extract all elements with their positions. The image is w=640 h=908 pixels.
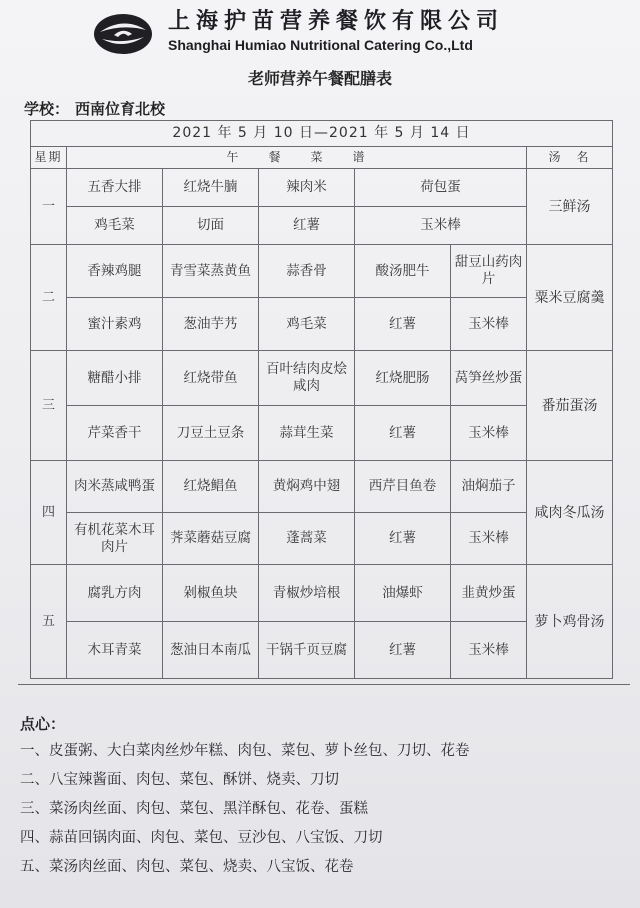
dish-cell: 葱油日本南瓜 — [163, 622, 259, 679]
menu-table — [30, 120, 613, 679]
table-row — [31, 207, 613, 245]
dish-cell: 玉米棒 — [451, 622, 527, 679]
soup-cell: 萝卜鸡骨汤 — [527, 565, 613, 679]
dish-cell: 红烧牛腩 — [163, 169, 259, 207]
school-name: 西南位育北校 — [75, 100, 166, 118]
table-row — [31, 513, 613, 565]
day-label: 三 — [31, 351, 67, 461]
dish-cell: 刀豆土豆条 — [163, 406, 259, 461]
dish-cell: 百叶结肉皮烩咸肉 — [259, 351, 355, 406]
dish-cell: 木耳青菜 — [67, 622, 163, 679]
day-label: 一 — [31, 169, 67, 245]
soup-cell: 咸肉冬瓜汤 — [527, 461, 613, 565]
dish-cell: 蒜香骨 — [259, 245, 355, 298]
school-line — [24, 98, 165, 119]
dish-cell: 酸汤肥牛 — [355, 245, 451, 298]
school-label: 学校： — [24, 100, 70, 118]
dish-cell: 蒜茸生菜 — [259, 406, 355, 461]
dish-cell: 红烧肥肠 — [355, 351, 451, 406]
dish-cell: 红薯 — [355, 298, 451, 351]
dish-cell: 玉米棒 — [451, 406, 527, 461]
header-soup: 汤 名 — [527, 147, 613, 169]
dish-cell: 鸡毛菜 — [259, 298, 355, 351]
snack-line: 三、菜汤肉丝面、肉包、菜包、黑洋酥包、花卷、蛋糕 — [20, 801, 368, 817]
table-row — [31, 351, 613, 406]
day-label: 五 — [31, 565, 67, 679]
dish-cell: 蓬蒿菜 — [259, 513, 355, 565]
dish-cell: 红薯 — [355, 406, 451, 461]
dish-cell: 红薯 — [355, 513, 451, 565]
dish-cell: 油焖茄子 — [451, 461, 527, 513]
table-row — [31, 461, 613, 513]
dish-cell: 干锅千页豆腐 — [259, 622, 355, 679]
table-row — [31, 169, 613, 207]
dish-cell: 红烧带鱼 — [163, 351, 259, 406]
header-dishes: 午 餐 菜 谱 — [67, 147, 527, 169]
snack-line: 一、皮蛋粥、大白菜肉丝炒年糕、肉包、菜包、萝卜丝包、刀切、花卷 — [20, 743, 470, 759]
dish-cell: 糖醋小排 — [67, 351, 163, 406]
dish-cell: 红烧鲳鱼 — [163, 461, 259, 513]
dish-cell: 黄焖鸡中翅 — [259, 461, 355, 513]
snack-line: 二、八宝辣酱面、肉包、菜包、酥饼、烧卖、刀切 — [20, 772, 339, 788]
snack-line: 四、蒜苗回锅肉面、肉包、菜包、豆沙包、八宝饭、刀切 — [20, 830, 383, 846]
dish-cell: 鸡毛菜 — [67, 207, 163, 245]
snack-line: 五、菜汤肉丝面、肉包、菜包、烧卖、八宝饭、花卷 — [20, 859, 354, 875]
dish-cell: 肉米蒸咸鸭蛋 — [67, 461, 163, 513]
dish-cell: 西芹目鱼卷 — [355, 461, 451, 513]
dish-cell: 青雪菜蒸黄鱼 — [163, 245, 259, 298]
dish-cell: 蜜汁素鸡 — [67, 298, 163, 351]
dish-cell: 甜豆山药肉片 — [451, 245, 527, 298]
page-title: 老师营养午餐配膳表 — [247, 69, 392, 88]
table-row — [31, 406, 613, 461]
dish-cell: 青椒炒培根 — [259, 565, 355, 622]
dish-cell: 辣肉米 — [259, 169, 355, 207]
company-logo-icon — [92, 12, 154, 56]
dish-cell: 有机花菜木耳肉片 — [67, 513, 163, 565]
dish-cell: 五香大排 — [67, 169, 163, 207]
dish-cell: 切面 — [163, 207, 259, 245]
soup-cell: 粟米豆腐羹 — [527, 245, 613, 351]
soup-cell: 番茄蛋汤 — [527, 351, 613, 461]
table-row — [31, 565, 613, 622]
snack-title: 点心： — [20, 715, 66, 733]
dish-cell: 红薯 — [259, 207, 355, 245]
dish-cell: 荠菜蘑菇豆腐 — [163, 513, 259, 565]
table-row — [31, 245, 613, 298]
dish-cell: 玉米棒 — [355, 207, 527, 245]
dish-cell: 玉米棒 — [451, 298, 527, 351]
company-name-cn: 上海护苗营养餐饮有限公司 — [168, 8, 505, 34]
day-label: 二 — [31, 245, 67, 351]
dish-cell: 葱油芋艿 — [163, 298, 259, 351]
date-range: 2021 年 5 月 10 日—2021 年 5 月 14 日 — [31, 121, 613, 147]
day-label: 四 — [31, 461, 67, 565]
dish-cell: 荷包蛋 — [355, 169, 527, 207]
table-row — [31, 622, 613, 679]
dish-cell: 芹菜香干 — [67, 406, 163, 461]
dish-cell: 油爆虾 — [355, 565, 451, 622]
header-day: 星期 — [31, 147, 67, 169]
dish-cell: 剁椒鱼块 — [163, 565, 259, 622]
dish-cell: 腐乳方肉 — [67, 565, 163, 622]
dish-cell: 红薯 — [355, 622, 451, 679]
snack-section — [18, 684, 630, 899]
dish-cell: 莴笋丝炒蛋 — [451, 351, 527, 406]
dish-cell: 韭黄炒蛋 — [451, 565, 527, 622]
company-name-en: Shanghai Humiao Nutritional Catering Co.,Ltd — [168, 37, 473, 53]
dish-cell: 香辣鸡腿 — [67, 245, 163, 298]
dish-cell: 玉米棒 — [451, 513, 527, 565]
soup-cell: 三鲜汤 — [527, 169, 613, 245]
table-row — [31, 298, 613, 351]
